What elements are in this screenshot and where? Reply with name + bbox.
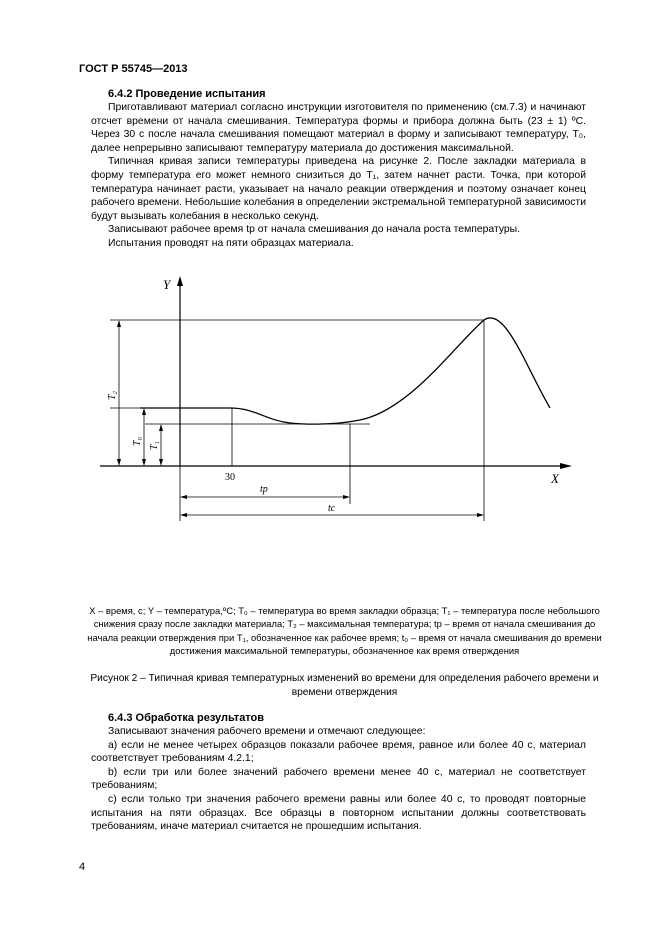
section-6-4-2-body <box>91 101 586 251</box>
standard-header: ГОСТ Р 55745—2013 <box>79 63 188 75</box>
arrowhead <box>159 424 163 431</box>
y-axis-label: Y <box>163 277 171 292</box>
section-6-4-3-body <box>91 725 586 834</box>
figure-caption: Рисунок 2 – Типичная кривая температурных изменений во времени для определения рабочего времени и времени отверждения <box>90 673 599 698</box>
arrowhead <box>343 495 350 499</box>
paragraph: Испытания проводят на пяти образцах материала. <box>108 237 354 249</box>
tp-label: tр <box>260 484 268 495</box>
arrowhead <box>142 459 146 466</box>
paragraph: Записывают рабочее время tр от начала смешивания до начала роста температуры. <box>108 224 521 236</box>
page-number: 4 <box>79 861 86 873</box>
temperature-curve-figure <box>0 270 661 530</box>
arrowhead <box>180 513 187 517</box>
arrowhead <box>117 459 121 466</box>
x-axis-label: X <box>551 471 559 486</box>
list-item: а) если не менее четырех образцов показали рабочее время, равное или более 40 с, материал соответствует требованиям 4.2.1; <box>91 739 586 765</box>
list-item: b) если три или более значений рабочего времени менее 40 с, материал не соответствует требованиям; <box>91 766 586 792</box>
list-item: c) если только три значения рабочего времени равны или более 40 с, то проводят повторные испытания на пяти образцах. Все образцы в повторном испытании должны соответствовать требованиям, иначе материал считается не прошедшим испытания. <box>91 793 586 833</box>
arrowhead <box>180 495 187 499</box>
figure-legend: X – время, с; Y – температура,ºС; T₀ – температура во время закладки образца; T₁ – температура после небольшого снижения сразу после закладки материала; T₂ – максимальная температура; tр – время от начала смешивания до начала реакции отверждения при T₁, обозначенное как рабочее время; t₀ – время от начала смешивания до времени достижения максимальной температуры, обозначенное как время отверждения <box>87 605 602 657</box>
tick-30-label: 30 <box>225 472 235 483</box>
arrowhead <box>159 459 163 466</box>
section-6-4-2-title: 6.4.2 Проведение испытания <box>108 88 266 100</box>
x-axis-arrow <box>560 463 572 469</box>
paragraph: Записывают значения рабочего времени и отмечают следующее: <box>108 726 426 737</box>
t2-label: T₂ <box>107 390 118 400</box>
paragraph: Типичная кривая записи температуры приведена на рисунке 2. После закладки материала в форму температура его может немного снизиться до T₁, затем начнет расти. Точка, при которой температура начинает расти, указывает на начало реакции отверждения и поэтому означает конец рабочего времени. Небольшие колебания в определении экстремальной температурной зависимости будут вызывать колебания в несколько секунд. <box>91 156 586 222</box>
arrowhead <box>117 320 121 327</box>
ts-label: tс <box>328 503 336 514</box>
y-axis-arrow <box>177 276 183 286</box>
section-6-4-3-title: 6.4.3 Обработка результатов <box>108 712 265 724</box>
arrowhead <box>142 408 146 415</box>
t1-label: T₁ <box>149 440 160 450</box>
arrowhead <box>477 513 484 517</box>
t0-label: T₀ <box>132 436 143 446</box>
paragraph: Приготавливают материал согласно инструкции изготовителя по применению (см.7.3) и начинают отсчет времени от начала смешивания. Температура формы и прибора должна быть (23 ± 1) ºС. Через 30 с после начала смешивания помещают материал в форму и записывают температуру, T₀, далее непрерывно записывают температуру материала до достижения максимальной. <box>91 102 586 154</box>
